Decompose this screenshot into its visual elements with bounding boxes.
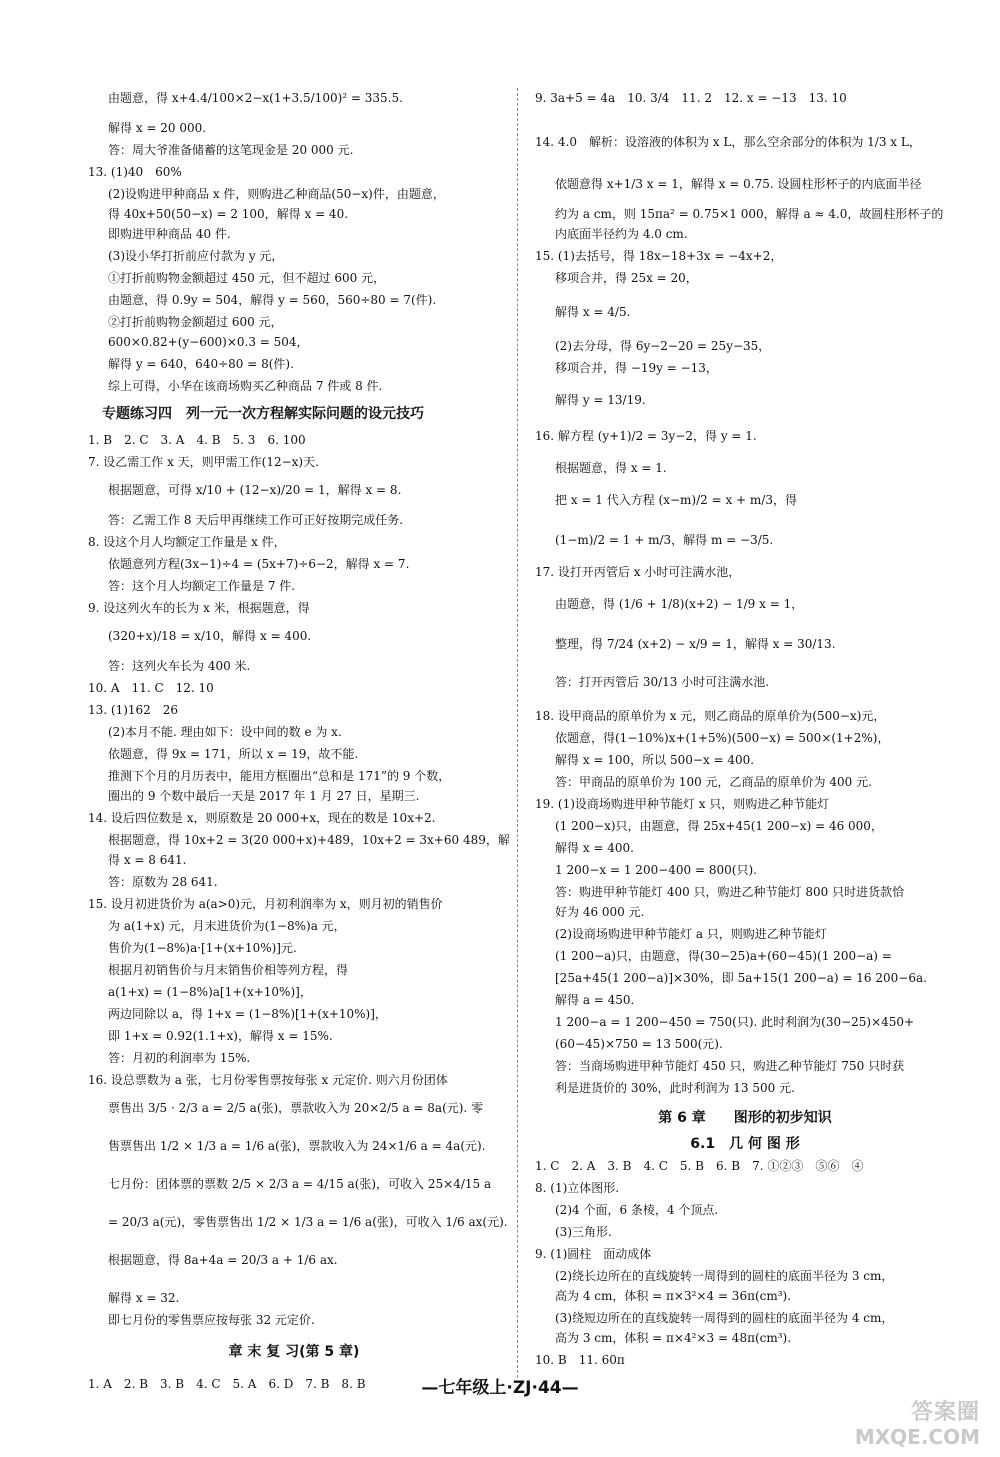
answer-line: 利是进货价的 30%，此时利润为 13 500 元. xyxy=(555,1081,795,1095)
answer-line: 18. 设甲商品的原单价为 x 元，则乙商品的原单价为(500−x)元， xyxy=(535,709,886,723)
watermark-logo: 答案圈 xyxy=(910,1400,980,1425)
section-heading: 6.1 几 何 图 形 xyxy=(690,1136,800,1152)
answer-line: 解得 y = 640，640÷80 = 8(件). xyxy=(108,357,294,371)
answer-line: 答：原数为 28 641. xyxy=(108,875,218,889)
answer-line: 根据题意，得 10x+2 = 3(20 000+x)+489，10x+2 = 3x+60 489，解 xyxy=(108,833,510,847)
answer-line: [25a+45(1 200−a)]×30%，即 5a+15(1 200−a) = 16 200−6a. xyxy=(555,971,927,985)
answer-line: 即购进甲种商品 40 件. xyxy=(108,227,231,241)
answer-line: 1. C 2. A 3. B 4. C 5. B 6. B 7. ①②③ ⑤⑥ ④ xyxy=(535,1159,864,1173)
answer-line: a(1+x) = (1−8%)a[1+(x+10%)]， xyxy=(108,985,312,999)
answer-line: 根据月初销售价与月末销售价相等列方程，得 xyxy=(108,963,349,977)
answer-line: 票售出 3/5 · 2/3 a = 2/5 a(张)，票款收入为 20×2/5 a = 8a(元). 零 xyxy=(108,1101,484,1115)
answer-line: 8. 设这个月人均额定工作量是 x 件， xyxy=(88,535,286,549)
answer-line: (2)绕长边所在的直线旋转一周得到的圆柱的底面半径为 3 cm， xyxy=(555,1269,894,1283)
answer-line: 高为 3 cm，体积 = π×4²×3 = 48π(cm³). xyxy=(555,1331,792,1345)
answer-line: 整理，得 7/24 (x+2) − x/9 = 1，解得 x = 30/13. xyxy=(555,637,836,651)
answer-line: 解得 y = 13/19. xyxy=(555,393,646,407)
answer-line: 即七月份的零售票应按每张 32 元定价. xyxy=(108,1313,315,1327)
answer-line: 根据题意，得 8a+4a = 20/3 a + 1/6 ax. xyxy=(108,1253,338,1267)
answer-line: 解得 a = 450. xyxy=(555,993,635,1007)
answer-line: = 20/3 a(元)，零售票售出 1/2 × 1/3 a = 1/6 a(张)，可收入 1/6 ax(元). xyxy=(108,1215,508,1229)
watermark-url: MXQE.COM xyxy=(854,1425,980,1449)
answer-line: 移项合并，得 −19y = −13， xyxy=(555,361,718,375)
answer-line: 两边同除以 a，得 1+x = (1−8%)[1+(x+10%)]， xyxy=(108,1007,387,1021)
answer-line: 根据题意，得 x = 1. xyxy=(555,461,667,475)
answer-line: 答：购进甲种节能灯 400 只，购进乙种节能灯 800 只时进货款恰 xyxy=(555,885,905,899)
answer-line: 解得 x = 32. xyxy=(108,1291,180,1305)
answer-line: 1 200−x = 1 200−400 = 800(只). xyxy=(555,863,757,877)
answer-line: 解得 x = 100，所以 500−x = 400. xyxy=(555,753,755,767)
answer-line: 高为 4 cm，体积 = π×3²×4 = 36π(cm³). xyxy=(555,1289,792,1303)
answer-line: 得 x = 8 641. xyxy=(108,853,187,867)
answer-line: (2)本月不能. 理由如下：设中间的数 e 为 x. xyxy=(108,725,342,739)
answer-line: 16. 解方程 (y+1)/2 = 3y−2，得 y = 1. xyxy=(535,429,757,443)
answer-line: 由题意，得 (1/6 + 1/8)(x+2) − 1/9 x = 1， xyxy=(555,597,804,611)
answer-line: 答：当商场购进甲种节能灯 450 只，购进乙种节能灯 750 只时获 xyxy=(555,1059,905,1073)
answer-line: (2)设商场购进甲种节能灯 a 只，则购进乙种节能灯 xyxy=(555,927,827,941)
answer-line: (1 200−x)只，由题意，得 25x+45(1 200−x) = 46 000， xyxy=(555,819,883,833)
answer-line: 依题意得 x+1/3 x = 1，解得 x = 0.75. 设圆柱形杯子的内底面半径 xyxy=(555,177,922,191)
answer-line: 解得 x = 4/5. xyxy=(555,305,631,319)
answer-line: 依题意，得 9x = 171，所以 x = 19，故不能. xyxy=(108,747,359,761)
answer-line: 售票售出 1/2 × 1/3 a = 1/6 a(张)，票款收入为 24×1/6 a = 4a(元). xyxy=(108,1139,486,1153)
answer-line: 答：周大爷准备储蓄的这笔现金是 20 000 元. xyxy=(108,143,354,157)
answer-line: (60−45)×750 = 13 500(元). xyxy=(555,1037,723,1051)
answer-line: 9. 3a+5 = 4a 10. 3/4 11. 2 12. x = −13 13. 10 xyxy=(535,91,847,105)
answer-line: 解得 x = 20 000. xyxy=(108,121,207,135)
answer-line: ①打折前购物金额超过 450 元，但不超过 600 元， xyxy=(108,271,386,285)
answer-line: (2)4 个面，6 条棱，4 个顶点. xyxy=(555,1203,719,1217)
answer-line: 综上可得，小华在该商场购买乙种商品 7 件或 8 件. xyxy=(108,379,383,393)
answer-line: 内底面半径约为 4.0 cm. xyxy=(555,227,688,241)
answer-line: 答：乙需工作 8 天后甲再继续工作可正好按期完成任务. xyxy=(108,513,404,527)
answer-line: 600×0.82+(y−600)×0.3 = 504， xyxy=(108,335,309,349)
answer-line: 9. (1)圆柱 面动成体 xyxy=(535,1247,652,1261)
answer-line: (3)三角形. xyxy=(555,1225,612,1239)
answer-line: 答：打开丙管后 30/13 小时可注满水池. xyxy=(555,675,770,689)
answer-line: 19. (1)设商场购进甲种节能灯 x 只，则购进乙种节能灯 xyxy=(535,797,830,811)
answer-line: (320+x)/18 = x/10，解得 x = 400. xyxy=(108,629,312,643)
answer-line: 圈出的 9 个数中最后一天是 2017 年 1 月 27 日，星期三. xyxy=(108,789,420,803)
answer-line: 10. A 11. C 12. 10 xyxy=(88,681,214,695)
answer-line: 13. (1)40 60% xyxy=(88,165,182,179)
answer-line: 推测下个月的月历表中，能用方框圈出“总和是 171”的 9 个数， xyxy=(108,769,451,783)
answer-line: 14. 设后四位数是 x，则原数是 20 000+x，现在的数是 10x+2. xyxy=(88,811,436,825)
answer-line: (2)去分母，得 6y−2−20 = 25y−35， xyxy=(555,339,771,353)
answer-line: (1−m)/2 = 1 + m/3，解得 m = −3/5. xyxy=(555,533,774,547)
answer-line: 1. A 2. B 3. B 4. C 5. A 6. D 7. B 8. B xyxy=(88,1377,366,1391)
answer-line: (1 200−a)只，由题意，得(30−25)a+(60−45)(1 200−a) = xyxy=(555,949,892,963)
answer-line: 10. B 11. 60π xyxy=(535,1353,625,1367)
answer-line: 根据题意，可得 x/10 + (12−x)/20 = 1，解得 x = 8. xyxy=(108,483,402,497)
answer-line: 约为 a cm，则 15πa² = 0.75×1 000，解得 a ≈ 4.0，故圆柱形杯子的 xyxy=(555,207,944,221)
answer-line: 答：这个月人均额定工作量是 7 件. xyxy=(108,579,296,593)
answer-line: 8. (1)立体图形. xyxy=(535,1181,620,1195)
section-heading: 专题练习四 列一元一次方程解实际问题的设元技巧 xyxy=(102,406,424,422)
answer-line: (3)设小华打折前应付款为 y 元， xyxy=(108,249,284,263)
answer-line: 即 1+x = 0.92(1.1+x)，解得 x = 15%. xyxy=(108,1029,333,1043)
answer-line: 解得 x = 400. xyxy=(555,841,634,855)
answer-line: (2)设购进甲种商品 x 件，则购进乙种商品(50−x)件，由题意， xyxy=(108,187,445,201)
answer-line: 16. 设总票数为 a 张，七月份零售票按每张 x 元定价. 则六月份团体 xyxy=(88,1073,448,1087)
answer-line: 17. 设打开丙管后 x 小时可注满水池， xyxy=(535,565,741,579)
answer-line: 答：这列火车长为 400 米. xyxy=(108,659,251,673)
page-footer: —七年级上·ZJ·44— xyxy=(421,1378,579,1398)
answer-line: 为 a(1+x) 元，月末进货价为(1−8%)a 元， xyxy=(108,919,346,933)
answer-line: 依题意列方程(3x−1)÷4 = (5x+7)÷6−2，解得 x = 7. xyxy=(108,557,410,571)
answer-line: 依题意，得(1−10%)x+(1+5%)(500−x) = 500×(1+2%)， xyxy=(555,731,890,745)
answer-line: 14. 4.0 解析：设溶液的体积为 x L，那么空余部分的体积为 1/3 x L， xyxy=(535,135,921,149)
answer-line: 13. (1)162 26 xyxy=(88,703,179,717)
answer-line: 移项合并，得 25x = 20， xyxy=(555,271,698,285)
answer-line: 1. B 2. C 3. A 4. B 5. 3 6. 100 xyxy=(88,433,306,447)
column-divider xyxy=(517,88,518,1378)
section-heading: 章 末 复 习(第 5 章) xyxy=(228,1344,360,1360)
answer-line: 9. 设这列火车的长为 x 米，根据题意，得 xyxy=(88,601,310,615)
answer-line: (3)绕短边所在的直线旋转一周得到的圆柱的底面半径为 4 cm， xyxy=(555,1311,894,1325)
answer-line: 得 40x+50(50−x) = 2 100，解得 x = 40. xyxy=(108,207,349,221)
answer-line: 15. 设月初进货价为 a(a>0)元，月初利润率为 x，则月初的销售价 xyxy=(88,897,443,911)
answer-line: ②打折前购物金额超过 600 元， xyxy=(108,315,283,329)
answer-line: 7. 设乙需工作 x 天，则甲需工作(12−x)天. xyxy=(88,455,319,469)
answer-line: 售价为(1−8%)a·[1+(x+10%)]元. xyxy=(108,941,297,955)
answer-line: 由题意，得 x+4.4/100×2−x(1+3.5/100)² = 335.5. xyxy=(108,91,403,105)
answer-line: 七月份：团体票的票数 2/5 × 2/3 a = 4/15 a(张)，可收入 25×4/15 a xyxy=(108,1177,492,1191)
answer-line: 15. (1)去括号，得 18x−18+3x = −4x+2， xyxy=(535,249,783,263)
answer-line: 把 x = 1 代入方程 (x−m)/2 = x + m/3，得 xyxy=(555,493,797,507)
answer-line: 答：甲商品的原单价为 100 元，乙商品的原单价为 400 元. xyxy=(555,775,872,789)
answer-line: 好为 46 000 元. xyxy=(555,905,645,919)
section-heading: 第 6 章 图形的初步知识 xyxy=(658,1110,832,1126)
answer-line: 由题意，得 0.9y = 504，解得 y = 560，560÷80 = 7(件). xyxy=(108,293,437,307)
answer-line: 1 200−a = 1 200−450 = 750(只). 此时利润为(30−25)×450+ xyxy=(555,1015,915,1029)
answer-line: 答：月初的利润率为 15%. xyxy=(108,1051,251,1065)
